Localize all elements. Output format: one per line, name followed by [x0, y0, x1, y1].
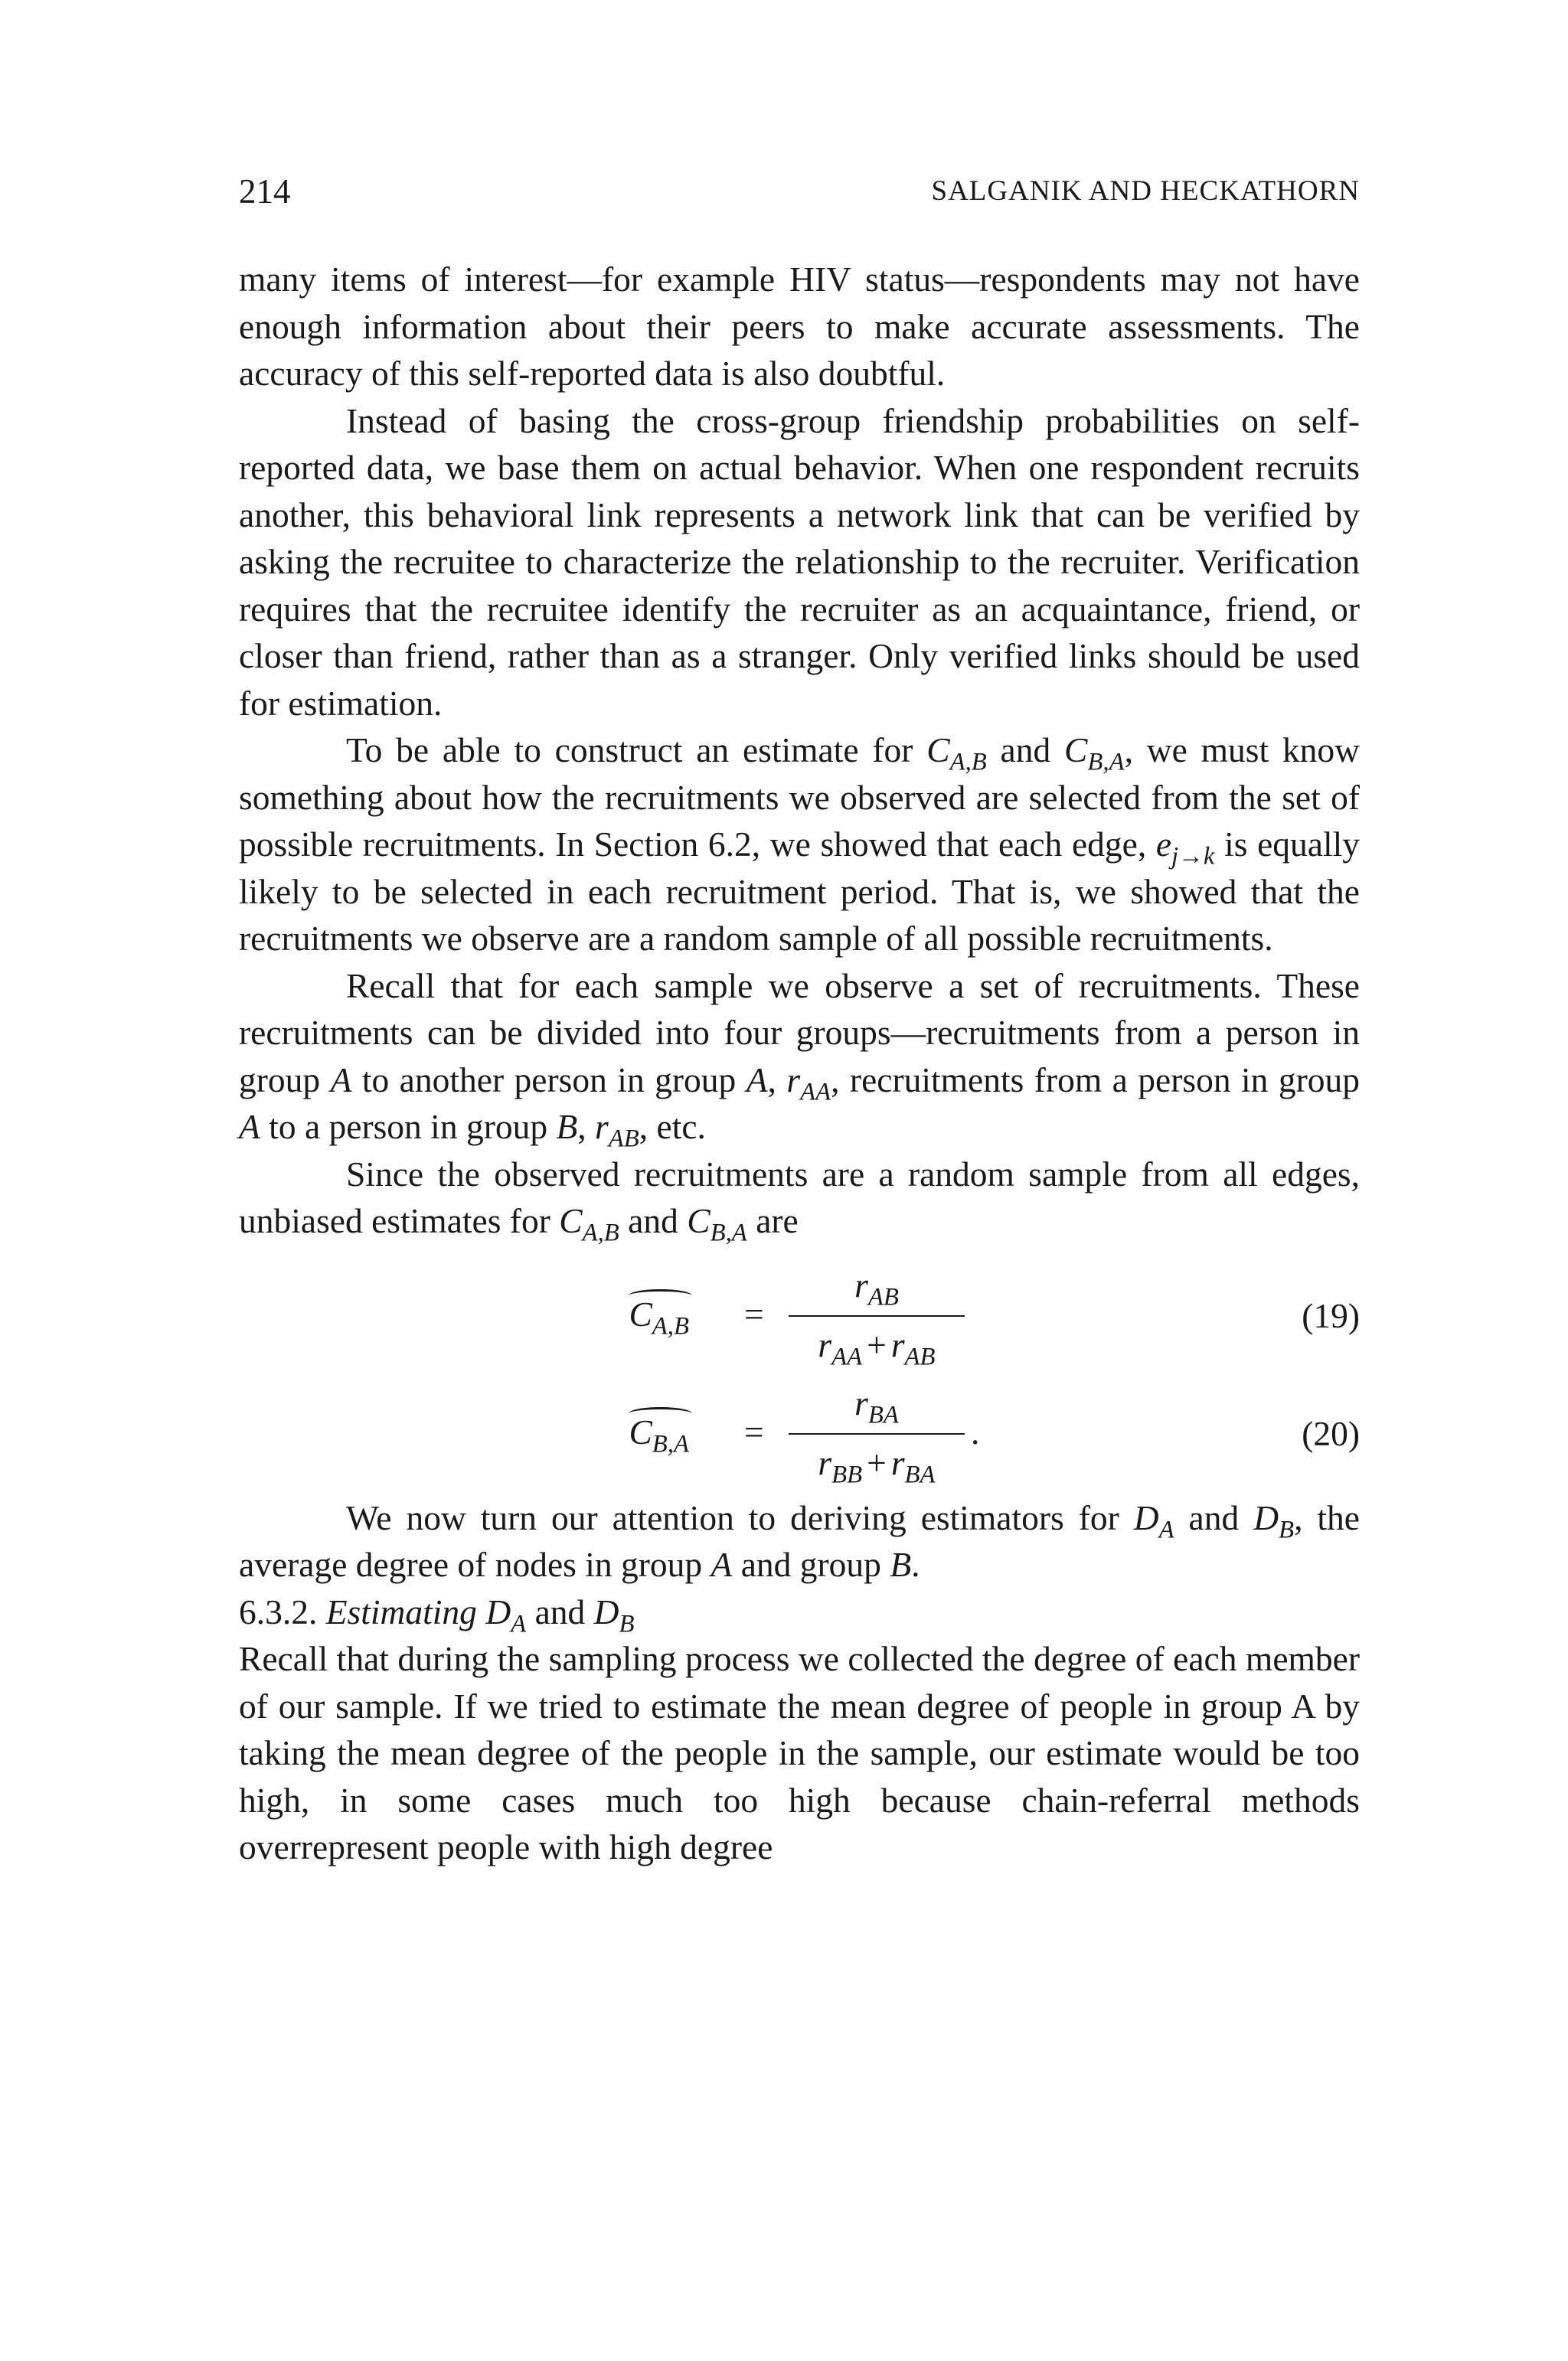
- text-run: and: [526, 1592, 594, 1631]
- math-r-aa: $r_{AA}$: [786, 1060, 831, 1105]
- math-d-b: $D_B$: [1253, 1497, 1295, 1543]
- denominator: $r_{AA} + r_{AB}$: [818, 1324, 936, 1370]
- paragraph-4: [239, 962, 1360, 1151]
- math-a: A: [746, 1060, 768, 1099]
- text-run: Recall that for each sample we observe a set of recruitments. These recruitments can be divided into four groups—recruitments from a person in group: [239, 965, 1360, 1099]
- paragraph-2: [239, 397, 1360, 727]
- math-a: A: [330, 1060, 352, 1099]
- math-r-ab: $r_{AB}$: [595, 1107, 639, 1153]
- equation-number: (20): [1302, 1413, 1360, 1453]
- text-run: and: [619, 1201, 688, 1240]
- math-a: A: [239, 1107, 260, 1146]
- paragraph-7: [239, 1635, 1360, 1871]
- math-a: A: [710, 1545, 733, 1584]
- section-title: Estimating $D_A$: [325, 1592, 527, 1638]
- math-edge: $e_{j\to k}$: [1155, 825, 1215, 870]
- paragraph-7-text: Recall that during the sampling process we collected the degree of each member of our sample. If we tried to estimate the mean degree of people in group A by taking the mean degree of the people in the sample, our estimate would be too high, in some cases much too high because chain-referral methods overrepresent people with high degree: [239, 1639, 1360, 1866]
- math-b: B: [890, 1545, 912, 1584]
- paragraph-1-text: many items of interest—for example HIV status—respondents may not have enough information about their peers to make accurate assessments. The accuracy of this self-reported data is also doubtful.: [239, 260, 1360, 393]
- math-c-ba: $C_{B,A}$: [687, 1201, 747, 1247]
- text-run: We now turn our attention to deriving estimators for: [346, 1497, 1134, 1537]
- equation-punct: .: [971, 1412, 980, 1452]
- equation-20-lhs: $C_{B,A}$: [629, 1409, 689, 1455]
- fraction-bar: [789, 1315, 965, 1317]
- equation-number: (19): [1302, 1295, 1360, 1335]
- equals-sign: =: [744, 1412, 764, 1452]
- paragraph-2-text: Instead of basing the cross-group friendship probabilities on self-reported data, we base them on actual behavior. When one respondent recruits another, this behavioral link represents a network link that can be verified by asking the recruitee to characterize the relationship to the recruiter. Verification requires that the recruitee identify the recruiter as an acquaintance, friend, or closer than friend, rather than as a stranger. Only verified links should be used for estimation.: [239, 400, 1360, 723]
- text-run: Since the observed recruitments are a random sample from all edges, unbiased estimates for: [239, 1154, 1360, 1240]
- equation-20: [239, 1375, 1360, 1490]
- document-page: [239, 0, 1360, 2361]
- math-b: B: [556, 1107, 578, 1146]
- section-number: 6.3.2.: [239, 1592, 318, 1631]
- text-run: are: [746, 1201, 799, 1240]
- text-run: , recruitments from a person in group: [831, 1060, 1361, 1099]
- math-d-b: $D_B$: [593, 1592, 635, 1638]
- text-run: to another person in group: [351, 1060, 746, 1099]
- paragraph-1: [239, 256, 1360, 397]
- text-run: is equally likely to be selected in each recruitment period. That is, we showed that the recruitments we observe are a random sample of all possible recruitments.: [239, 825, 1360, 958]
- fraction-bar: [789, 1433, 965, 1435]
- text-run: , the average degree of nodes in group: [239, 1497, 1360, 1584]
- math-c-ba: $C_{B,A}$: [1064, 730, 1125, 776]
- text-run: .: [911, 1545, 920, 1584]
- equals-sign: =: [744, 1294, 764, 1334]
- text-run: , etc.: [639, 1107, 706, 1146]
- math-c-ab: $C_{A,B}$: [559, 1201, 619, 1247]
- equation-19: [239, 1257, 1360, 1372]
- paragraph-3: [239, 727, 1360, 962]
- denominator: $r_{BB} + r_{BA}$: [818, 1442, 936, 1488]
- section-heading: [239, 1589, 1360, 1636]
- text-run: and: [1174, 1497, 1254, 1537]
- numerator: $r_{AB}$: [854, 1265, 899, 1311]
- numerator: $r_{BA}$: [854, 1383, 899, 1429]
- paragraph-6: [239, 1494, 1360, 1589]
- fraction: [789, 1375, 965, 1490]
- text-run: to a person in group: [260, 1107, 557, 1146]
- math-d-a: $D_A$: [1133, 1497, 1174, 1543]
- text-run: and: [986, 730, 1065, 769]
- text-run: and group: [732, 1545, 890, 1584]
- math-c-ab: $C_{A,B}$: [926, 730, 987, 776]
- text-run: , we must know something about how the recruitments we observed are selected from the set of possible recruitments. In Section 6.2, we showed that each edge,: [239, 730, 1361, 864]
- page-number: 214: [239, 172, 291, 211]
- text-run: To be able to construct an estimate for: [346, 730, 927, 769]
- body-text: [239, 256, 1360, 1871]
- text-run: ,: [577, 1107, 596, 1146]
- text-run: ,: [767, 1060, 787, 1099]
- running-header: [239, 168, 1360, 214]
- paragraph-5: [239, 1151, 1360, 1245]
- fraction: [789, 1257, 965, 1372]
- equation-19-lhs: $C_{A,B}$: [629, 1291, 689, 1337]
- running-title: SALGANIK AND HECKATHORN: [931, 175, 1360, 207]
- equation-block: [239, 1257, 1360, 1494]
